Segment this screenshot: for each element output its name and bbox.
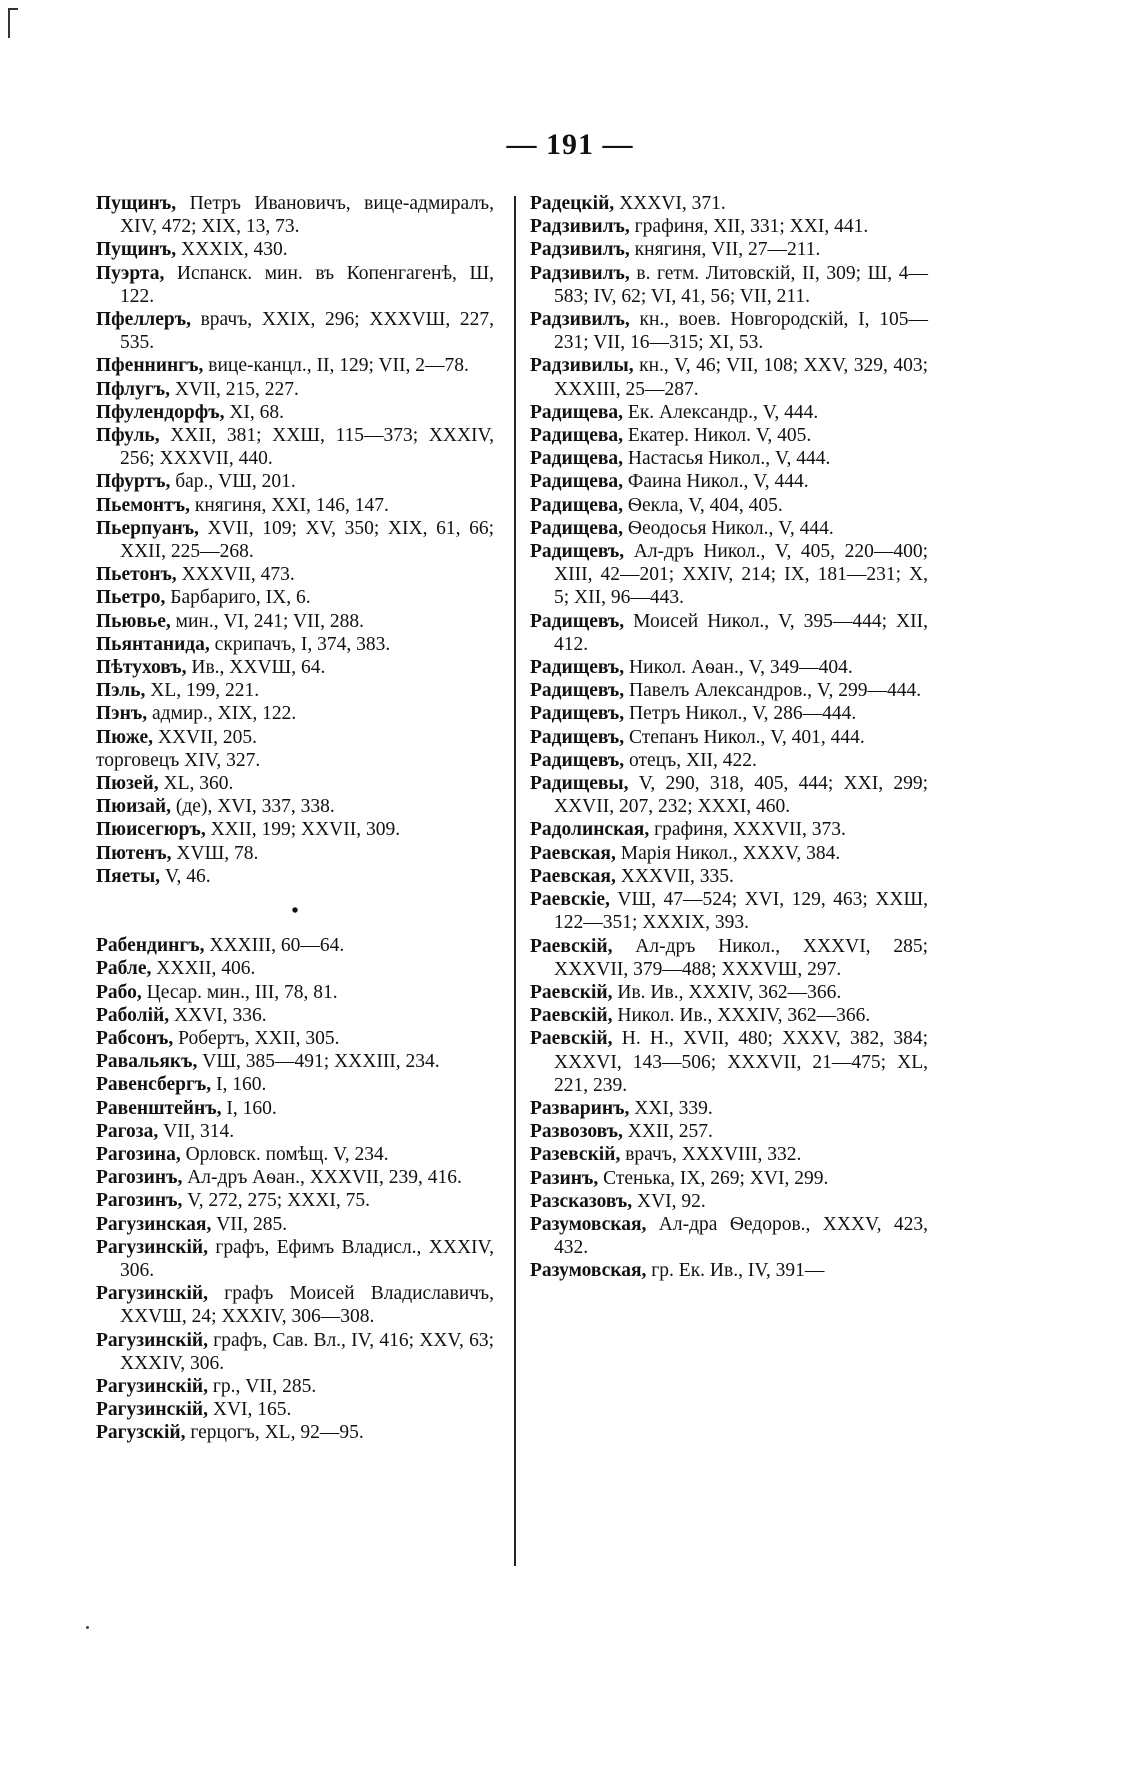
entry-references: Степанъ Никол., V, 401, 444. bbox=[624, 726, 865, 748]
entry-references: XVI, 165. bbox=[208, 1399, 292, 1421]
index-entry bbox=[96, 378, 494, 401]
index-entry bbox=[96, 818, 494, 841]
index-entry bbox=[530, 1097, 928, 1120]
entry-references: XXXVI, 371. bbox=[614, 193, 726, 214]
entry-headword: Пюже, bbox=[96, 726, 153, 748]
entry-references: V, 46. bbox=[160, 865, 211, 887]
entry-headword: Разевскій, bbox=[530, 1144, 621, 1166]
index-entry bbox=[96, 726, 494, 749]
entry-headword: Пфуль, bbox=[96, 425, 160, 447]
entry-headword: Радолинская, bbox=[530, 819, 650, 841]
index-entry bbox=[96, 1213, 494, 1236]
index-entry bbox=[96, 795, 494, 818]
entry-references: Ек. Александр., V, 444. bbox=[623, 401, 819, 423]
index-entry bbox=[530, 401, 928, 424]
index-entry bbox=[530, 679, 928, 702]
entry-headword: Пуэрта, bbox=[96, 262, 165, 284]
entry-headword: Пфеннингъ, bbox=[96, 355, 204, 377]
entry-references: VШ, 385—491; XXXIII, 234. bbox=[197, 1051, 440, 1073]
entry-references: V, 272, 275; XXXI, 75. bbox=[182, 1190, 370, 1212]
entry-headword: Пьювье, bbox=[96, 610, 171, 632]
entry-references: вице-канцл., II, 129; VII, 2—78. bbox=[203, 355, 469, 377]
index-entry bbox=[96, 470, 494, 493]
index-entry bbox=[530, 1213, 928, 1259]
index-entry bbox=[96, 1398, 494, 1421]
index-entry bbox=[530, 865, 928, 888]
index-entry bbox=[96, 1375, 494, 1398]
entry-references: Ѳеодосья Никол., V, 444. bbox=[623, 517, 834, 539]
index-entry bbox=[96, 354, 494, 377]
entry-headword: Раевская, bbox=[530, 865, 616, 887]
index-entry bbox=[96, 656, 494, 679]
index-entry bbox=[530, 1259, 928, 1282]
entry-references: адмир., XIX, 122. bbox=[147, 703, 297, 725]
entry-references: бар., VШ, 201. bbox=[170, 471, 296, 493]
right-column bbox=[530, 192, 928, 1283]
entry-headword: Рагузинскій, bbox=[96, 1283, 208, 1305]
entry-references: отецъ, XII, 422. bbox=[624, 749, 757, 771]
index-entry bbox=[530, 772, 928, 818]
entry-headword: Радищевъ, bbox=[530, 749, 625, 771]
entry-references: Испанск. мин. въ Копенгагенѣ, Ш, 122. bbox=[120, 262, 494, 307]
page-corner-mark bbox=[8, 8, 18, 38]
stray-ink-dot bbox=[86, 1626, 89, 1629]
index-entry bbox=[96, 494, 494, 517]
index-entry bbox=[96, 1120, 494, 1143]
index-entry bbox=[530, 262, 928, 308]
index-entry bbox=[96, 981, 494, 1004]
index-entry bbox=[530, 888, 928, 934]
entry-headword: Рагозинъ, bbox=[96, 1190, 183, 1212]
entry-headword: Пфулендорфъ, bbox=[96, 401, 225, 423]
index-entry bbox=[530, 1190, 928, 1213]
entry-headword: Раевскій, bbox=[530, 1028, 613, 1050]
index-entry bbox=[530, 354, 928, 400]
index-entry bbox=[530, 749, 928, 772]
entry-headword: Радищева, bbox=[530, 401, 624, 423]
entry-references: графиня, XXXVII, 373. bbox=[649, 819, 846, 841]
entry-headword: Рагоза, bbox=[96, 1120, 159, 1142]
entry-references: скрипачъ, I, 374, 383. bbox=[209, 633, 391, 655]
index-entry bbox=[96, 1189, 494, 1212]
entry-references: в. гетм. Литовскій, II, 309; Ш, 4—583; IV, 62; VI, 41, 56; VII, 211. bbox=[554, 262, 928, 307]
index-entry bbox=[96, 586, 494, 609]
entry-references: графъ Моисей Владиславичъ, XXVШ, 24; XXXIV, 306—308. bbox=[120, 1283, 494, 1328]
entry-references: графъ, Ефимъ Владисл., XXXIV, 306. bbox=[120, 1236, 494, 1281]
index-entry bbox=[96, 1236, 494, 1282]
entry-headword: Радзивилъ, bbox=[530, 239, 630, 261]
index-entry bbox=[96, 517, 494, 563]
index-entry bbox=[530, 981, 928, 1004]
column-divider bbox=[514, 196, 516, 1566]
entry-references: Ив., XXVШ, 64. bbox=[186, 657, 326, 679]
entry-references: Петръ Никол., V, 286—444. bbox=[624, 703, 857, 725]
index-entry bbox=[96, 610, 494, 633]
entry-references: XXXVII, 335. bbox=[615, 865, 734, 887]
entry-references: торговецъ XIV, 327. bbox=[96, 749, 261, 771]
index-entry bbox=[96, 401, 494, 424]
index-entry bbox=[96, 633, 494, 656]
index-entry bbox=[96, 238, 494, 261]
entry-headword: Радищевъ, bbox=[530, 726, 625, 748]
entry-headword: Пущинъ, bbox=[96, 193, 177, 214]
index-entry bbox=[530, 656, 928, 679]
entry-headword: Рагузскій, bbox=[96, 1422, 186, 1444]
index-entry bbox=[96, 1073, 494, 1096]
entry-references: Стенька, IX, 269; XVI, 299. bbox=[598, 1167, 829, 1189]
index-entry bbox=[530, 1120, 928, 1143]
entry-headword: Радищева, bbox=[530, 494, 624, 516]
index-entry bbox=[96, 957, 494, 980]
entry-headword: Раевскіе, bbox=[530, 889, 610, 911]
entry-headword: Рагузинская, bbox=[96, 1213, 212, 1235]
entry-references: кн., V, 46; VII, 108; XXV, 329, 403; XXXIII, 25—287. bbox=[554, 355, 928, 400]
index-entry bbox=[96, 865, 494, 888]
entry-references: кн., воев. Новгородскій, I, 105—231; VII, 16—315; XI, 53. bbox=[554, 309, 928, 354]
entry-headword: Пьерпуанъ, bbox=[96, 517, 199, 539]
entry-headword: Радзивилъ, bbox=[530, 262, 630, 284]
entry-references: XVII, 215, 227. bbox=[169, 378, 299, 400]
index-entry bbox=[96, 1282, 494, 1328]
entry-references: княгиня, XXI, 146, 147. bbox=[189, 494, 389, 516]
entry-references: Ал-дръ Никол., XXXVI, 285; XXXVII, 379—488; XXXVШ, 297. bbox=[554, 935, 928, 980]
index-entry bbox=[530, 726, 928, 749]
entry-headword: Раевскій, bbox=[530, 981, 613, 1003]
index-entry bbox=[96, 1421, 494, 1444]
entry-headword: Пюизай, bbox=[96, 796, 172, 818]
entry-headword: Разумовская, bbox=[530, 1260, 647, 1282]
entry-references: VII, 314. bbox=[158, 1120, 235, 1142]
entry-references: Фаина Никол., V, 444. bbox=[623, 471, 809, 493]
entry-headword: Пущинъ, bbox=[96, 239, 177, 261]
index-entry bbox=[96, 679, 494, 702]
index-entry bbox=[96, 772, 494, 795]
entry-references: XXXIX, 430. bbox=[176, 239, 288, 261]
entry-headword: Рагузинскій, bbox=[96, 1236, 208, 1258]
entry-references: Павелъ Александров., V, 299—444. bbox=[624, 680, 922, 702]
entry-references: Орловск. помѣщ. V, 234. bbox=[180, 1143, 389, 1165]
entry-headword: Рабендингъ, bbox=[96, 935, 205, 957]
entry-references: VII, 285. bbox=[211, 1213, 288, 1235]
index-entry bbox=[530, 470, 928, 493]
entry-references: Никол. Ив., XXXIV, 362—366. bbox=[612, 1005, 871, 1027]
entry-headword: Пяеты, bbox=[96, 865, 161, 887]
index-entry bbox=[96, 192, 494, 238]
entry-headword: Рагозина, bbox=[96, 1143, 181, 1165]
entry-headword: Рагузинскій, bbox=[96, 1329, 208, 1351]
index-entry bbox=[530, 540, 928, 610]
index-entry bbox=[96, 1050, 494, 1073]
index-entry bbox=[530, 308, 928, 354]
index-entry bbox=[96, 262, 494, 308]
entry-headword: Раевская, bbox=[530, 842, 616, 864]
entry-headword: Радзивилъ, bbox=[530, 309, 630, 331]
entry-references: Ал-дръ Никол., V, 405, 220—400; XIII, 42—201; XXIV, 214; IX, 181—231; X, 5; XII, 96—443. bbox=[554, 541, 928, 609]
entry-headword: Равенсбергъ, bbox=[96, 1074, 212, 1096]
entry-references: графъ, Сав. Вл., IV, 416; XXV, 63; XXXIV, 306. bbox=[120, 1329, 494, 1374]
index-entry bbox=[530, 494, 928, 517]
entry-references: XXXIII, 60—64. bbox=[204, 935, 345, 957]
index-entry bbox=[530, 1004, 928, 1027]
index-entry bbox=[96, 1143, 494, 1166]
index-entry bbox=[96, 934, 494, 957]
entry-headword: Радищева, bbox=[530, 517, 624, 539]
entry-references: XVШ, 78. bbox=[171, 842, 259, 864]
entry-references: гр., VII, 285. bbox=[208, 1375, 317, 1397]
entry-references: Барбариго, IX, 6. bbox=[165, 587, 311, 609]
index-entry bbox=[96, 1027, 494, 1050]
entry-references: XXVI, 336. bbox=[169, 1004, 267, 1026]
entry-headword: Разумовская, bbox=[530, 1213, 647, 1235]
index-entry bbox=[530, 424, 928, 447]
entry-headword: Радищевъ, bbox=[530, 657, 625, 679]
entry-headword: Радищевъ, bbox=[530, 541, 625, 563]
entry-references: (де), XVI, 337, 338. bbox=[171, 796, 335, 818]
entry-headword: Разинъ, bbox=[530, 1167, 599, 1189]
entry-references: Робертъ, XXII, 305. bbox=[173, 1027, 340, 1049]
entry-references: Ал-дра Ѳедоров., XXXV, 423, 432. bbox=[554, 1213, 928, 1259]
entry-headword: Пюисегюръ, bbox=[96, 819, 206, 841]
entry-references: I, 160. bbox=[221, 1097, 277, 1119]
entry-headword: Пфлугъ, bbox=[96, 378, 170, 400]
entry-headword: Пфеллеръ, bbox=[96, 309, 191, 331]
entry-references: Ал-дръ Аѳан., XXXVII, 239, 416. bbox=[182, 1167, 462, 1189]
entry-headword: Пьетро, bbox=[96, 587, 166, 609]
entry-headword: Рабо, bbox=[96, 981, 142, 1003]
index-entry bbox=[530, 238, 928, 261]
entry-references: врачъ, XXIX, 296; XXXVШ, 227, 535. bbox=[120, 309, 494, 354]
index-entry bbox=[530, 610, 928, 656]
entry-headword: Пьетонъ, bbox=[96, 564, 177, 586]
entry-references: V, 290, 318, 405, 444; XXI, 299; XXVII, 207, 232; XXXI, 460. bbox=[554, 773, 928, 818]
index-entry bbox=[96, 563, 494, 586]
entry-headword: Развозовъ, bbox=[530, 1121, 623, 1143]
entry-headword: Радищевъ, bbox=[530, 610, 625, 632]
entry-headword: Пютенъ, bbox=[96, 842, 172, 864]
entry-headword: Радищева, bbox=[530, 448, 624, 470]
index-entry bbox=[530, 215, 928, 238]
entry-references: Екатер. Никол. V, 405. bbox=[623, 425, 812, 447]
entry-headword: Разсказовъ, bbox=[530, 1190, 633, 1212]
index-entry bbox=[96, 1166, 494, 1189]
entry-references: мин., VI, 241; VII, 288. bbox=[170, 610, 364, 632]
entry-headword: Радищевы, bbox=[530, 773, 629, 795]
entry-headword: Пэль, bbox=[96, 680, 146, 702]
entry-headword: Рагузинскій, bbox=[96, 1399, 208, 1421]
entry-references: VШ, 47—524; XVI, 129, 463; XXШ, 122—351; XXXIX, 393. bbox=[554, 889, 928, 934]
index-entry bbox=[96, 308, 494, 354]
entry-headword: Раболій, bbox=[96, 1004, 170, 1026]
entry-headword: Пьемонтъ, bbox=[96, 494, 190, 516]
entry-references: I, 160. bbox=[211, 1074, 267, 1096]
entry-headword: Раевскій, bbox=[530, 935, 613, 957]
index-entry bbox=[530, 818, 928, 841]
index-entry bbox=[96, 424, 494, 470]
index-entry bbox=[530, 935, 928, 981]
index-entry bbox=[530, 447, 928, 470]
index-entry bbox=[96, 1097, 494, 1120]
entry-references: XXII, 257. bbox=[622, 1121, 713, 1143]
entry-headword: Радищевъ, bbox=[530, 703, 625, 725]
entry-headword: Радецкій, bbox=[530, 193, 615, 214]
index-entry bbox=[96, 749, 494, 772]
left-column bbox=[96, 192, 494, 1445]
entry-headword: Раевскій, bbox=[530, 1005, 613, 1027]
entry-references: Моисей Никол., V, 395—444; XII, 412. bbox=[554, 610, 928, 655]
entry-headword: Рабсонъ, bbox=[96, 1027, 174, 1049]
entry-headword: Радзивилы, bbox=[530, 355, 634, 377]
entry-references: XXI, 339. bbox=[629, 1097, 713, 1119]
index-entry bbox=[96, 702, 494, 725]
entry-references: XXXII, 406. bbox=[151, 958, 256, 980]
entry-references: Ив. Ив., XXXIV, 362—366. bbox=[612, 981, 842, 1003]
entry-references: Цесар. мин., III, 78, 81. bbox=[141, 981, 338, 1003]
entry-references: Ѳекла, V, 404, 405. bbox=[623, 494, 783, 516]
entry-references: XVI, 92. bbox=[632, 1190, 706, 1212]
entry-headword: Рабле, bbox=[96, 958, 152, 980]
entry-references: XXII, 199; XXVII, 309. bbox=[205, 819, 401, 841]
entry-headword: Пэнъ, bbox=[96, 703, 148, 725]
entry-headword: Пфуртъ, bbox=[96, 471, 171, 493]
entry-headword: Пѣтуховъ, bbox=[96, 657, 187, 679]
entry-headword: Разваринъ, bbox=[530, 1097, 630, 1119]
entry-references: Петръ Ивановичъ, вице-адмиралъ, XIV, 472; XIX, 13, 73. bbox=[120, 193, 494, 238]
index-entry bbox=[530, 1167, 928, 1190]
entry-references: XL, 360. bbox=[158, 773, 234, 795]
entry-headword: Равенштейнъ, bbox=[96, 1097, 222, 1119]
entry-references: врачъ, XXXVIII, 332. bbox=[620, 1144, 802, 1166]
entry-references: Н. Н., XVII, 480; XXXV, 382, 384; XXXVI, 143—506; XXXVII, 21—475; XL, 221, 239. bbox=[554, 1028, 928, 1096]
index-entry bbox=[530, 842, 928, 865]
entry-headword: Рагузинскій, bbox=[96, 1375, 208, 1397]
index-entry bbox=[96, 1329, 494, 1375]
entry-references: княгиня, VII, 27—211. bbox=[629, 239, 821, 261]
index-entry bbox=[530, 1143, 928, 1166]
entry-references: Настасья Никол., V, 444. bbox=[623, 448, 831, 470]
entry-references: Никол. Аѳан., V, 349—404. bbox=[624, 657, 853, 679]
index-entry bbox=[96, 1004, 494, 1027]
entry-headword: Радищева, bbox=[530, 471, 624, 493]
entry-references: XL, 199, 221. bbox=[145, 680, 260, 702]
section-divider-mark: • bbox=[291, 900, 299, 923]
index-entry bbox=[530, 192, 928, 215]
entry-references: XI, 68. bbox=[224, 401, 285, 423]
entry-headword: Радзивилъ, bbox=[530, 216, 630, 238]
entry-references: Марія Никол., XXXV, 384. bbox=[615, 842, 841, 864]
entry-references: XXVII, 205. bbox=[153, 726, 257, 748]
entry-references: XVII, 109; XV, 350; XIX, 61, 66; XXII, 225—268. bbox=[120, 517, 494, 563]
entry-references: графиня, XII, 331; XXI, 441. bbox=[629, 216, 869, 238]
index-entry bbox=[530, 517, 928, 540]
entry-headword: Радищева, bbox=[530, 425, 624, 447]
entry-headword: Радищевъ, bbox=[530, 680, 625, 702]
entry-headword: Пьянтанида, bbox=[96, 633, 210, 655]
index-entry bbox=[530, 702, 928, 725]
entry-headword: Равальякъ, bbox=[96, 1051, 198, 1073]
page-number: — 191 — bbox=[506, 128, 634, 161]
entry-references: герцогъ, XL, 92—95. bbox=[185, 1422, 364, 1444]
entry-references: гр. Ек. Ив., IV, 391— bbox=[646, 1260, 825, 1282]
index-entry bbox=[530, 1027, 928, 1097]
entry-references: XXXVII, 473. bbox=[176, 564, 295, 586]
index-entry bbox=[96, 842, 494, 865]
entry-headword: Пюзей, bbox=[96, 773, 159, 795]
entry-headword: Рагозинъ, bbox=[96, 1167, 183, 1189]
entry-references: XXII, 381; XXШ, 115—373; XXXIV, 256; XXXVII, 440. bbox=[120, 425, 494, 470]
